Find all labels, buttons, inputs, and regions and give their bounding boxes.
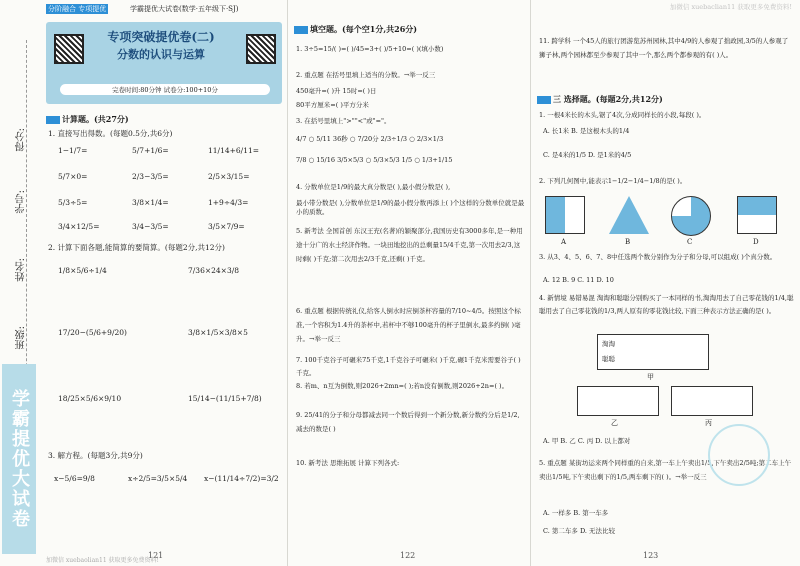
question-line: 4. 分数单位是1/9的最大真分数是( ),最小假分数是( ),: [296, 183, 451, 191]
section-choice: 三 选择题。(每题2分,共12分): [537, 94, 663, 105]
figure-label: D: [753, 238, 759, 246]
header-tag: 分阶融合 专项提优: [48, 5, 107, 13]
q2-item: 18/25×5/6×9/10: [58, 394, 122, 403]
section-icon: [537, 96, 551, 104]
question-line: 1. 3÷5=15/( )=( )/45=3+( )/5+10=( )(填小数): [296, 45, 444, 53]
figure-a: [545, 196, 585, 234]
option-line: A. 长1米 B. 是这根木头的1/4: [543, 127, 630, 135]
q1-item: 1−1/7=: [58, 146, 88, 155]
footer-watermark: 加微信 xuebaolian11 获取更多免费资料!: [46, 557, 159, 564]
q1-item: 5/7×0=: [58, 172, 88, 181]
option-line: A. 甲 B. 乙 C. 丙 D. 以上都对: [543, 437, 631, 445]
q2-item: 15/14−(11/15+7/8): [188, 394, 262, 403]
q1-item: 3/8×1/4=: [132, 198, 169, 207]
question-line: 最小带分数是( ),分数单位是1/9的最小假分数再添上( )个这样的分数单位就是最小的质数。: [296, 199, 525, 216]
q1-item: 5/7+1/6=: [132, 146, 169, 155]
figure-label: C: [687, 238, 693, 246]
q2-item: 17/20−(5/6+9/20): [58, 328, 127, 337]
question-line: 4/7 ○ 5/11 36秒 ○ 7/20分 2/3÷1/3 ○ 2/3×1/3: [296, 135, 444, 143]
bar-model-yi: [577, 386, 659, 416]
student-number-label: 学号:: [16, 190, 27, 214]
publisher-seal: [708, 424, 770, 486]
test-subtitle: 分数的认识与运算: [117, 48, 205, 61]
question-line: 2. 下列几何图中,能表示1−1/2−1/4−1/8的是( )。: [539, 177, 687, 185]
q1-item: 3/5×7/9=: [208, 222, 245, 231]
question-line: 450毫升=( )升 15时=( )日: [296, 87, 377, 95]
q3-instruction: 3. 解方程。(每题3分,共9分): [48, 451, 143, 460]
option-line: A. 一样多 B. 第一车多: [543, 509, 609, 517]
panel-label: 丙: [705, 419, 712, 427]
q3-item: x÷2/5=3/5×5/4: [128, 474, 188, 483]
q1-item: 5/3÷5=: [58, 198, 88, 207]
question-line: 1. 一根4米长的木头,锯了4次,分成同样长的小段,每段( )。: [539, 111, 706, 119]
option-line: A. 12 B. 9 C. 11 D. 10: [543, 276, 614, 284]
q3-item: x−5/6=9/8: [54, 474, 95, 483]
figure-d: [737, 196, 777, 234]
q1-item: 3/4×12/5=: [58, 222, 100, 231]
q1-item: 2/3−3/5=: [132, 172, 169, 181]
binding-strip: [0, 0, 42, 566]
question-line: 7. 100千克谷子可碾米75千克,1千克谷子可碾米( )千克,碾1千克米需要谷子( )千克。: [296, 356, 521, 377]
question-line: 3. 在括号里填上">""<"或"="。: [296, 117, 391, 125]
cut-line: [26, 40, 27, 406]
question-line: 8. 若m、n互为倒数,则2026+2mn=( );若n没有倒数,则2026+2n=( )。: [296, 382, 509, 390]
test-title: 专项突破提优卷(二): [107, 30, 215, 44]
header-watermark: 加微信 xuebaclian11 获取更多免费资料!: [669, 3, 792, 11]
question-line: 11. 跨学科 一个45人的旅行团游览苏州园林,其中4/9的人参观了拙政园,3/5的人参观了狮子林,两个园林都至少参观了其中一个,那么两个都参观的有( )人。: [539, 37, 789, 59]
q1-item: 2/5×3/15=: [208, 172, 250, 181]
section-icon: [294, 26, 308, 34]
page-123: [531, 0, 800, 566]
question-line: 2. 重点题 在括号里填上适当的分数。→举一反三: [296, 71, 436, 79]
question-line: 7/8 ○ 15/16 3/5×5/3 ○ 5/3×5/3 1/5 ○ 1/3+1/15: [296, 156, 453, 164]
q1-item: 3/4−3/5=: [132, 222, 169, 231]
score-label: 得分:: [16, 128, 27, 152]
bar-model-jia: [597, 334, 709, 370]
time-and-score: 完卷时间:80分钟 试卷分:100+10分: [60, 84, 270, 95]
question-line: 6. 重点题 根据传统礼仪,给客人倒水时应倒茶杯容量的7/10~4/5。按照这个标准,一个容积为1.4升的茶杯中,若杯中不够100毫升的杯子里倒水,最多约倒( )毫升。→举一反三: [296, 307, 521, 343]
q2-instruction: 2. 计算下面各题,能简算的要简算。(每题2分,共12分): [48, 243, 225, 252]
page-number: 121: [148, 551, 164, 560]
class-label: 班级:: [16, 326, 27, 350]
question-line: 9. 25/41的分子和分母都减去同一个数后得到一个新分数,新分数约分后是1/2,减去的数是( ): [296, 411, 520, 433]
figure-label: A: [561, 238, 567, 246]
bar-model-bing: [671, 386, 753, 416]
panel-label: 甲: [647, 373, 654, 381]
series-banner: 学霸提优大试卷: [2, 364, 36, 554]
q3-item: x−(11/14÷7/2)=3/2: [204, 474, 279, 483]
option-line: C. 是4米的1/5 D. 是1米的4/5: [543, 151, 632, 159]
book-title: 学霸提优大试卷(数学·五年级下·SJ): [130, 5, 239, 13]
qr-code-icon: [54, 34, 84, 64]
bar-label: 聪聪: [602, 355, 615, 363]
qr-code-icon: [246, 34, 276, 64]
question-line: 3. 从3、4、5、6、7、8中任选两个数分别作为分子和分母,可以组成( )个真分数。: [539, 253, 777, 261]
section-icon: [46, 116, 60, 124]
figure-b: [609, 196, 649, 234]
section-calculation: 计算题。(共27分): [46, 114, 129, 125]
question-line: 5. 重点题 某街坊运来两个同样重的自来,第一车上午卖出1/5,下午卖出2/5吨;第二车上午卖出1/5吨,下午卖出剩下的1/5,两车剩下的( )。→举一反三: [539, 459, 792, 481]
name-label: 姓名:: [16, 258, 27, 282]
question-line: 10. 新考法 思维拓展 计算下列各式:: [296, 459, 400, 467]
figure-c: [671, 196, 711, 236]
q2-item: 3/8×1/5×3/8×5: [188, 328, 248, 337]
q1-instruction: 1. 直接写出得数。(每题0.5分,共6分): [48, 129, 173, 138]
q1-item: 11/14+6/11=: [208, 146, 260, 155]
q1-item: 1+9÷4/3=: [208, 198, 249, 207]
question-line: 80平方厘米=( )平方分米: [296, 101, 369, 109]
q2-item: 1/8×5/6÷1/4: [58, 266, 107, 275]
panel-label: 乙: [611, 419, 618, 427]
question-line: 4. 新情境 易错易混 淘淘和聪聪分别购买了一本同样的书,淘淘用去了自己零花钱的1/4,聪聪用去了自己零花钱的1/3,两人原有的零花钱比较,下面三种表示方法正确的是( )。: [539, 294, 794, 315]
q2-item: 7/36×24×3/8: [188, 266, 240, 275]
section-fill-blank: 填空题。(每个空1分,共26分): [294, 24, 417, 35]
page-121: [0, 0, 287, 566]
figure-label: B: [625, 238, 631, 246]
page-number: 123: [643, 551, 659, 560]
question-line: 5. 新考法 全国首创 东汉王充(名著)的颖聚部分,我国历史有3000多年,是一种用途十分广的水土经济作物。一块田地挖出的总剩量15/4千克,第一次用去2/3,这时剩( )千克;第二次用去2/3千克,还剩( )千克。: [296, 227, 523, 263]
page-number: 122: [400, 551, 416, 560]
option-line: C. 第二车多 D. 无法比较: [543, 527, 616, 535]
page-122: [288, 0, 530, 566]
bar-label: 淘淘: [602, 340, 615, 348]
